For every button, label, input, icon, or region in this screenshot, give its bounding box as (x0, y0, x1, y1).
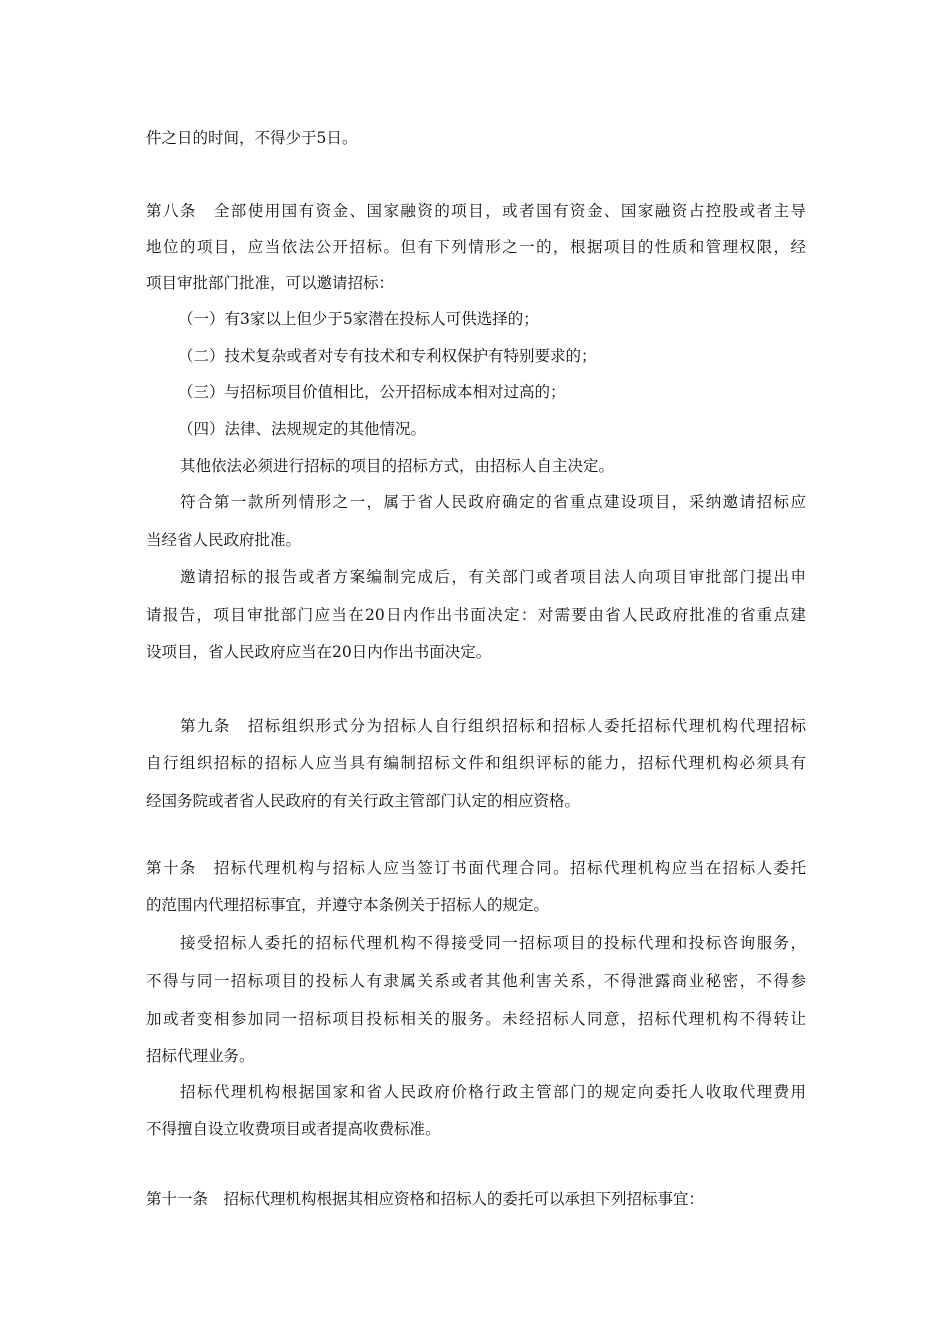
article10-para2-line-3: 加或者变相参加同一招标项目投标相关的服务。未经招标人同意，招标代理机构不得转让 (146, 1010, 806, 1028)
article8-para2: 其他依法必须进行招标的项目的招标方式，由招标人自主决定。 (180, 457, 615, 475)
article9-line-3: 经国务院或者省人民政府的有关行政主管部门认定的相应资格。 (146, 792, 581, 810)
article8-item-2: （二）技术复杂或者对专有技术和专利权保护有特别要求的； (178, 347, 597, 365)
article10-para2-line-1: 接受招标人委托的招标代理机构不得接受同一招标项目的投标代理和投标咨询服务， (180, 934, 806, 952)
article8-para4-line-2: 请报告，项目审批部门应当在20日内作出书面决定：对需要由省人民政府批准的省重点建 (146, 606, 806, 624)
article8-item-3: （三）与招标项目价值相比，公开招标成本相对过高的； (178, 383, 566, 401)
article8-para4-line-3: 设项目，省人民政府应当在20日内作出书面决定。 (146, 643, 492, 661)
article10-line-1: 第十条 招标代理机构与招标人应当签订书面代理合同。招标代理机构应当在招标人委托 (146, 859, 806, 877)
article8-item-4: （四）法律、法规规定的其他情况。 (178, 420, 427, 438)
article11-line-1: 第十一条 招标代理机构根据其相应资格和招标人的委托可以承担下列招标事宜： (146, 1190, 705, 1208)
article8-para3-line-2: 当经省人民政府批准。 (146, 531, 302, 549)
article8-line-1: 第八条 全部使用国有资金、国家融资的项目，或者国有资金、国家融资占控股或者主导 (146, 202, 806, 220)
article10-line-2: 的范围内代理招标事宜，并遵守本条例关于招标人的规定。 (146, 896, 550, 914)
article8-line-3: 项目审批部门批准，可以邀请招标： (146, 274, 395, 292)
article8-para4-line-1: 邀请招标的报告或者方案编制完成后，有关部门或者项目法人向项目审批部门提出申 (180, 568, 806, 586)
article9-line-1: 第九条 招标组织形式分为招标人自行组织招标和招标人委托招标代理机构代理招标 (180, 717, 806, 735)
article8-para3-line-1: 符合第一款所列情形之一，属于省人民政府确定的省重点建设项目，采纳邀请招标应 (180, 493, 806, 511)
article10-para2-line-2: 不得与同一招标项目的投标人有隶属关系或者其他利害关系，不得泄露商业秘密，不得参 (146, 972, 806, 990)
intro-tail-line: 件之日的时间，不得少于5日。 (146, 129, 358, 147)
article10-para3-line-1: 招标代理机构根据国家和省人民政府价格行政主管部门的规定向委托人收取代理费用 (180, 1083, 806, 1101)
article9-line-2: 自行组织招标的招标人应当具有编制招标文件和组织评标的能力，招标代理机构必须具有 (146, 754, 806, 772)
article10-para3-line-2: 不得擅自设立收费项目或者提高收费标准。 (146, 1120, 441, 1138)
article10-para2-line-4: 招标代理业务。 (146, 1047, 255, 1065)
article8-line-2: 地位的项目，应当依法公开招标。但有下列情形之一的，根据项目的性质和管理权限，经 (146, 238, 806, 256)
article8-item-1: （一）有3家以上但少于5家潜在投标人可供选择的； (178, 310, 539, 328)
